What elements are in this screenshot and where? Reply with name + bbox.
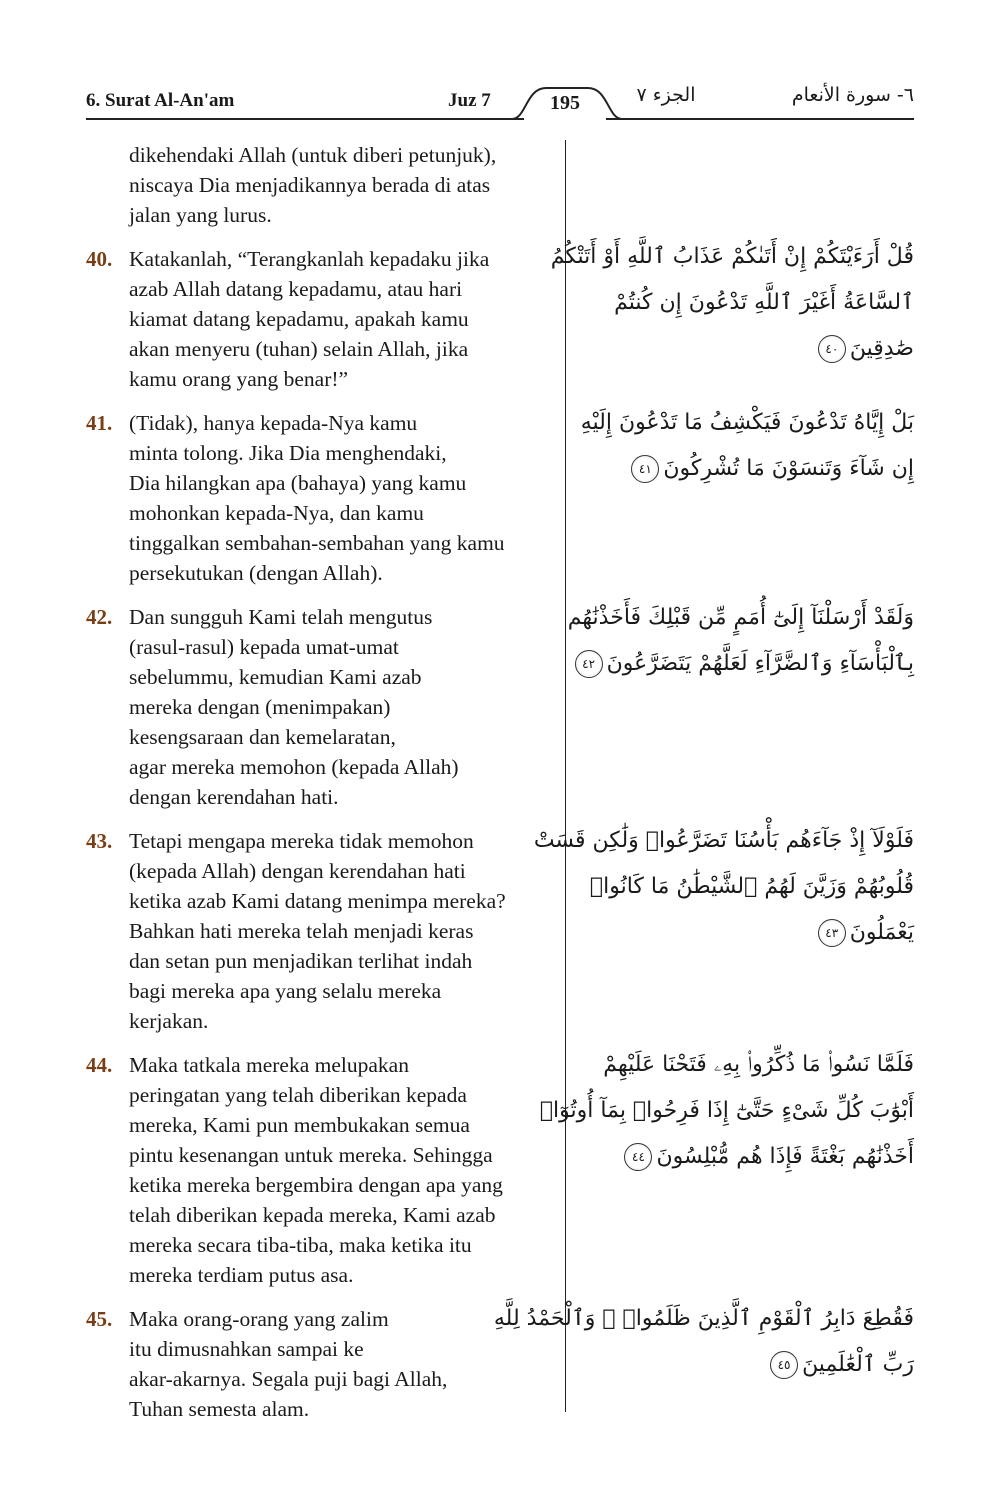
surah-title-latin: 6. Surat Al-An'am	[86, 90, 235, 111]
arabic-line	[580, 446, 914, 492]
verse-block	[86, 140, 558, 230]
translation-line: tinggalkan sembahan-sembahan yang kamu	[129, 531, 505, 555]
arabic-line: أَبْوَٰبَ كُلِّ شَىْءٍ حَتَّىٰٓ إِذَا فَرِحُوا۟ بِمَآ أُوتُوٓا۟	[539, 1098, 914, 1123]
translation-line: ketika mereka bergembira dengan apa yang	[129, 1173, 503, 1197]
translation-line	[86, 1304, 558, 1334]
translation-line: ketika azab Kami datang menimpa mereka?	[129, 889, 506, 913]
arabic-line: بَلْ إِيَّاهُ تَدْعُونَ فَيَكْشِفُ مَا تَدْعُونَ إِلَيْهِ	[580, 410, 914, 435]
arabic-verse-40	[550, 234, 914, 372]
ayah-end-marker: ٤٠	[818, 335, 846, 363]
arabic-line	[580, 910, 914, 956]
translation-line: mereka secara tiba-tiba, maka ketika itu	[129, 1233, 472, 1257]
verse-block-41	[86, 408, 558, 588]
verse-number: 40.	[86, 247, 113, 271]
translation-line: telah diberikan kepada mereka, Kami azab	[129, 1203, 496, 1227]
translation-line: mereka terdiam putus asa.	[129, 1263, 354, 1287]
translation-line: Bahkan hati mereka telah menjadi keras	[129, 919, 474, 943]
arabic-text: أَخَذْنَٰهُم بَغْتَةً فَإِذَا هُم مُّبْلِسُونَ	[656, 1144, 914, 1169]
translation-text: Tetapi mengapa mereka tidak memohon	[129, 829, 474, 853]
translation-line: dengan kerendahan hati.	[129, 785, 339, 809]
ayah-end-marker: ٤٤	[624, 1143, 652, 1171]
translation-line: mereka dengan (menimpakan)	[129, 695, 391, 719]
translation-line: Dia hilangkan apa (bahaya) yang kamu	[129, 471, 467, 495]
arabic-line: فَلَمَّا نَسُوا۟ مَا ذُكِّرُوا۟ بِهِۦ فَتَحْنَا عَلَيْهِمْ	[603, 1052, 914, 1077]
arabic-text: صَٰدِقِينَ	[849, 336, 914, 361]
arabic-line: فَلَوْلَآ إِذْ جَآءَهُم بَأْسُنَا تَضَرَّعُوا۟ وَلَٰكِن قَسَتْ	[533, 828, 914, 853]
page-header	[86, 84, 914, 124]
verse-block-40	[86, 244, 558, 394]
ayah-end-marker: ٤٥	[770, 1351, 798, 1379]
translation-line	[86, 602, 558, 632]
column-divider	[565, 140, 566, 1412]
arabic-line: وَلَقَدْ أَرْسَلْنَآ إِلَىٰٓ أُمَمٍ مِّن قَبْلِكَ فَأَخَذْنَٰهُم	[567, 605, 914, 630]
arabic-verse-42	[567, 595, 914, 687]
translation-line: bagi mereka apa yang selalu mereka	[129, 979, 442, 1003]
verse-number: 44.	[86, 1053, 113, 1077]
translation-line: peringatan yang telah diberikan kepada	[129, 1083, 467, 1107]
arabic-line	[580, 641, 914, 687]
translation-line: azab Allah datang kepadamu, atau hari	[129, 277, 463, 301]
arabic-text: بِٱلْبَأْسَآءِ وَٱلضَّرَّآءِ لَعَلَّهُمْ يَتَضَرَّعُونَ	[606, 651, 914, 676]
verse-block-42	[86, 602, 558, 812]
translation-line: sebelummu, kemudian Kami azab	[129, 665, 422, 689]
header-rule-right	[606, 118, 914, 120]
surah-title-arabic: ٦- سورة الأنعام	[791, 84, 914, 106]
ayah-end-marker: ٤٣	[818, 919, 846, 947]
translation-line: (rasul-rasul) kepada umat-umat	[129, 635, 399, 659]
verse-block-44	[86, 1050, 558, 1290]
ayah-end-marker: ٤١	[631, 455, 659, 483]
arabic-line: قُلْ أَرَءَيْتَكُمْ إِنْ أَتَىٰكُمْ عَذَابُ ٱللَّهِ أَوْ أَتَتْكُمُ	[550, 244, 914, 269]
translation-line: kiamat datang kepadamu, apakah kamu	[129, 307, 469, 331]
arabic-text: يَعْمَلُونَ	[849, 920, 914, 945]
translation-line	[86, 826, 558, 856]
translation-line: agar mereka memohon (kepada Allah)	[129, 755, 459, 779]
translation-line: jalan yang lurus.	[129, 203, 272, 227]
translation-line: kerjakan.	[129, 1009, 209, 1033]
translation-line: niscaya Dia menjadikannya berada di atas	[129, 173, 491, 197]
translation-line: kamu orang yang benar!”	[129, 367, 349, 391]
translation-line	[86, 408, 558, 438]
verse-block-45	[86, 1304, 558, 1424]
page-number: 195	[550, 92, 580, 114]
arabic-line: فَقُطِعَ دَابِرُ ٱلْقَوْمِ ٱلَّذِينَ ظَلَمُوا۟ ۚ وَٱلْحَمْدُ لِلَّهِ	[493, 1306, 914, 1331]
translation-line: persekutukan (dengan Allah).	[129, 561, 383, 585]
translation-text: Maka tatkala mereka melupakan	[129, 1053, 409, 1077]
translation-line	[86, 244, 558, 274]
translation-line: akan menyeru (tuhan) selain Allah, jika	[129, 337, 469, 361]
translation-line: (kepada Allah) dengan kerendahan hati	[129, 859, 466, 883]
verse-number: 41.	[86, 411, 113, 435]
translation-line: dikehendaki Allah (untuk diberi petunjuk),	[129, 143, 497, 167]
arabic-verse-44	[539, 1042, 914, 1180]
arabic-line: قُلُوبُهُمْ وَزَيَّنَ لَهُمُ ٱلشَّيْطَٰنُ مَا كَانُوا۟	[589, 874, 914, 899]
translation-column	[86, 140, 558, 1424]
arabic-verse-43	[533, 818, 914, 956]
translation-line: akar-akarnya. Segala puji bagi Allah,	[129, 1367, 448, 1391]
translation-line: mohonkan kepada-Nya, dan kamu	[129, 501, 424, 525]
verse-number: 43.	[86, 829, 113, 853]
juz-label-latin: Juz 7	[448, 90, 491, 111]
arabic-verse-41	[580, 400, 914, 492]
translation-line: minta tolong. Jika Dia menghendaki,	[129, 441, 447, 465]
arabic-text: رَبِّ ٱلْعَٰلَمِينَ	[802, 1352, 914, 1377]
arabic-line	[580, 326, 914, 372]
translation-text: (Tidak), hanya kepada-Nya kamu	[129, 411, 418, 435]
translation-line: dan setan pun menjadikan terlihat indah	[129, 949, 473, 973]
translation-text: Katakanlah, “Terangkanlah kepadaku jika	[129, 247, 490, 271]
translation-line: kesengsaraan dan kemelaratan,	[129, 725, 396, 749]
ayah-end-marker: ٤٢	[575, 650, 603, 678]
translation-line	[86, 1050, 558, 1080]
translation-line: itu dimusnahkan sampai ke	[129, 1337, 364, 1361]
translation-line: mereka, Kami pun membukakan semua	[129, 1113, 470, 1137]
juz-label-arabic: الجزء ٧	[636, 84, 696, 106]
verse-number: 42.	[86, 605, 113, 629]
arabic-line	[580, 1134, 914, 1180]
arabic-text: إِن شَآءَ وَتَنسَوْنَ مَا تُشْرِكُونَ	[663, 456, 914, 481]
translation-line: Tuhan semesta alam.	[129, 1397, 310, 1421]
translation-line: pintu kesenangan untuk mereka. Sehingga	[129, 1143, 493, 1167]
translation-text: Maka orang-orang yang zalim	[129, 1307, 389, 1331]
arabic-line: ٱلسَّاعَةُ أَغَيْرَ ٱللَّهِ تَدْعُونَ إِن كُنتُمْ	[614, 290, 914, 315]
arabic-verse-45	[493, 1296, 914, 1388]
verse-block-43	[86, 826, 558, 1036]
translation-text: Dan sungguh Kami telah mengutus	[129, 605, 433, 629]
verse-number: 45.	[86, 1307, 113, 1331]
arabic-line	[580, 1342, 914, 1388]
header-rule-left	[86, 118, 524, 120]
